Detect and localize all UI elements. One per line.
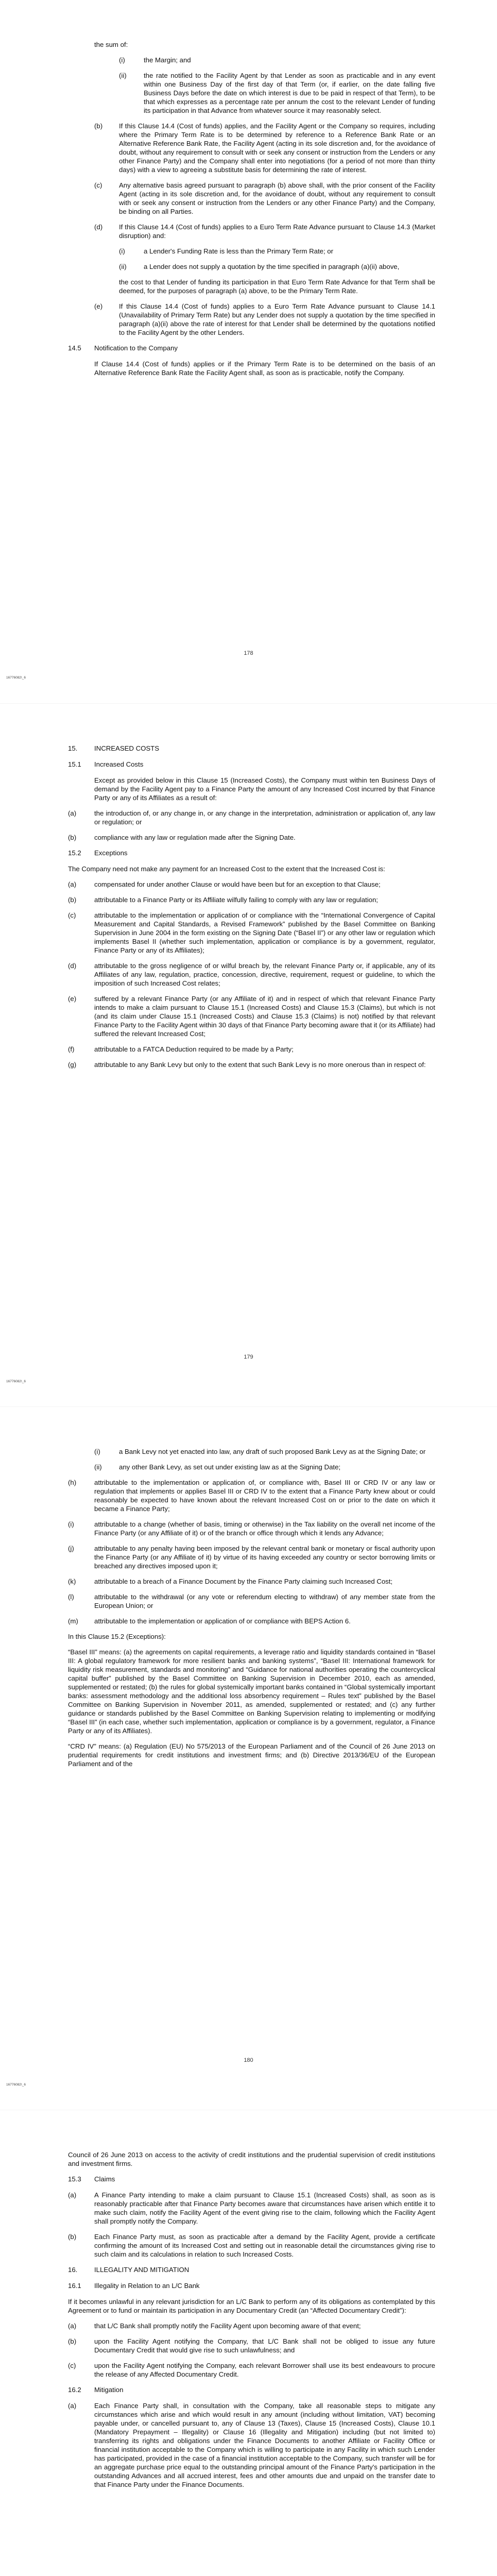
list-item: (ii) any other Bank Levy, as set out under existing law as at the Signing Date; [94,1463,341,1471]
paragraph-intro: the sum of: [94,41,128,48]
section-heading-15-1: 15.1 Increased Costs [68,760,144,768]
list-item: (i) a Lender's Funding Rate is less than the Primary Term Rate; or [119,247,334,255]
list-item: (b) upon the Facility Agent notifying the Company, that L/C Bank shall not be obliged to issue any future Documentary Credit that would give rise to such unlawfulness; and [68,2337,435,2354]
clause-e: (e) If this Clause 14.4 (Cost of funds) applies to a Euro Term Rate Advance pursuant to Clause 14.1 (Unavailability of Primary Term Rate) but any Lender does not supply a quotation by the time specified in paragraph (a)(ii) above the rate of interest for that Lender shall be determined by the quotations notified to the Facility Agent by the other Lenders. [94,302,435,336]
list-item: (ii) the rate notified to the Facility Agent by that Lender as soon as practicable and in any event within one Business Day of the first day of that Term (or, if earlier, on the date falling five Business Days before the date on which interest is due to be paid in respect of that Term), to be that which expresses as a percentage rate per annum the cost to the relevant Lender of funding its participation in that Advance from whatever source it may reasonably select. [119,72,435,114]
section-heading-15: 15. INCREASED COSTS [68,744,160,752]
clause-c: (c) Any alternative basis agreed pursuant to paragraph (b) above shall, with the prior consent of the Facility Agent (acting in its sole discretion and, for the avoidance of doubt, without any requirement to consult with or seek any consent or instruction from the Lenders or any other Finance Party) and the Company, be binding on all Parties. [94,181,435,215]
paragraph-16-1: If it becomes unlawful in any relevant jurisdiction for an L/C Bank to perform any of its obligations as contemplated by this Agreement or to fund or maintain its participation in any Documentary Credit (an “Affected Documentary Credit”): [68,2298,435,2314]
paragraph-14-5: If Clause 14.4 (Cost of funds) applies or if the Primary Term Rate is to be determined on the basis of an Alternative Reference Bank Rate the Facility Agent shall, as soon as is practicable, notify the Company. [94,360,435,377]
document-reference: 16776082\_6 [6,676,26,680]
section-heading-15-2: 15.2 Exceptions [68,849,128,857]
list-item: (f) attributable to a FATCA Deduction required to be made by a Party; [68,1045,294,1053]
list-item: (j) attributable to any penalty having been imposed by the relevant central bank or monetary or fiscal authority upon the Finance Party (or any Affiliate of it) by virtue of its having exceeded any country or sector borrowing limits or breached any directives imposed upon it; [68,1545,435,1570]
section-heading-15-3: 15.3 Claims [68,2175,115,2183]
page-number: 179 [244,1354,253,1360]
list-item: (c) upon the Facility Agent notifying the Company, each relevant Borrower shall use its best endeavours to procure the release of any Affected Documentary Credit. [68,2362,435,2378]
list-item: (a) compensated for under another Clause or would have been but for an exception to that Clause; [68,880,381,888]
section-heading-14-5: 14.5 Notification to the Company [68,344,178,352]
document-reference: 16776082\_6 [6,2083,26,2087]
list-item: (h) attributable to the implementation or application of, or compliance with, Basel III or CRD IV or any law or regulation that implements or applies Basel III or CRD IV to the extent that a Finance Party knew about or could reasonably be expected to have known about the relevant Increased Cost on or prior to the date on which it became a Finance Party; [68,1479,435,1513]
definition-crd-iv: “CRD IV” means: (a) Regulation (EU) No 575/2013 of the European Parliament and of the Council of 26 June 2013 on prudential requirements for credit institutions and investment firms; and (b) Directive 2013/36/EU of the European Parliament and of the [68,1742,435,1768]
definition-basel-iii: “Basel III” means: (a) the agreements on capital requirements, a leverage ratio and liquidity standards contained in “Basel III: A global regulatory framework for more resilient banks and banking systems”, “Basel III: International framework for liquidity risk measurement, standards and monitoring” and “Guidance for national authorities operating the countercyclical capital buffer” published by the Basel Committee on Banking Supervision in December 2010, each as amended, supplemented or restated; (b) the rules for global systemically important banks contained in “Global systemically important banks: assessment methodology and the additional loss absorbency requirement – Rules text” published by the Basel Committee on Banking Supervision in November 2011, as amended, supplemented or restated; and (c) any further guidance or standards published by the Basel Committee on Banking Supervision relating to implementing or modifying “Basel III” (in each case, whether such implementation, application or compliance is by a government, regulator, a Finance Party or any of its Affiliates). [68,1648,435,1735]
section-heading-16-1: 16.1 Illegality in Relation to an L/C Bank [68,2282,200,2290]
list-item: (k) attributable to a breach of a Finance Document by the Finance Party claiming such Increased Cost; [68,1578,393,1585]
list-item: (g) attributable to any Bank Levy but only to the extent that such Bank Levy is no more onerous than in respect of: [68,1061,426,1069]
list-item: (a) A Finance Party intending to make a claim pursuant to Clause 15.1 (Increased Costs) shall, as soon as is reasonably practicable after that Finance Party becomes aware that circumstances have arisen which entitle it to make such claim, notify the Facility Agent of the event giving rise to the claim, following which the Facility Agent shall promptly notify the Company. [68,2191,435,2225]
list-item: (m) attributable to the implementation or application of or compliance with BEPS Action 6. [68,1617,351,1625]
paragraph-15-1: Except as provided below in this Clause 15 (Increased Costs), the Company must within ten Business Days of demand by the Facility Agent pay to a Finance Party the amount of any Increased Cost incurred by that Finance Party or any of its Affiliates as a result of: [94,776,435,802]
clause-d: (d) If this Clause 14.4 (Cost of funds) applies to a Euro Term Rate Advance pursuant to Clause 14.3 (Market disruption) and: [94,223,435,240]
list-item: (a) that L/C Bank shall promptly notify the Facility Agent upon becoming aware of that event; [68,2322,361,2330]
page-181 [0,2110,497,2576]
section-heading-16-2: 16.2 Mitigation [68,2386,124,2394]
clause-b: (b) If this Clause 14.4 (Cost of funds) applies, and the Facility Agent or the Company so requires, including where the Primary Term Rate is to be determined by reference to a Reference Bank Rate or an Alternative Reference Bank Rate, the Facility Agent (acting in its sole discretion and, for the avoidance of doubt, without any requirement to consult with or seek any consent or instruction from the Lenders or any other Finance Party) and the Company shall enter into negotiations (for a period of not more than thirty days) with a view to agreeing a substitute basis for determining the rate of interest. [94,122,435,174]
list-item: (d) attributable to the gross negligence of or wilful breach by, the relevant Finance Party or, if applicable, any of its Affiliates of any law, regulation, practice, concession, directive, requirement, request or guideline, to which the imposition of such Increased Cost relates; [68,962,435,987]
section-heading-16: 16. ILLEGALITY AND MITIGATION [68,2266,190,2274]
page-178 [0,0,497,703]
page-180 [0,1406,497,2110]
paragraph-in-this-clause: In this Clause 15.2 (Exceptions): [68,1633,166,1640]
list-item: (b) Each Finance Party must, as soon as practicable after a demand by the Facility Agent, provide a certificate confirming the amount of its Increased Cost and setting out in reasonable detail the circumstances giving rise to such claim and its calculations in relation to such Increased Costs. [68,2233,435,2258]
page-number: 180 [244,2057,253,2063]
list-item: (i) the Margin; and [119,56,191,64]
paragraph-d-tail: the cost to that Lender of funding its participation in that Euro Term Rate Advance for that Term shall be deemed, for the purposes of paragraph (a) above, to be the Primary Term Rate. [119,278,435,295]
list-item: (l) attributable to the withdrawal (or any vote or referendum electing to withdraw) of any member state from the European Union; or [68,1593,435,1609]
page-number: 178 [244,650,253,656]
page-179 [0,703,497,1406]
list-item: (e) suffered by a relevant Finance Party (or any Affiliate of it) and in respect of which that relevant Finance Party intends to make a claim pursuant to Clause 15.1 (Increased Costs) and Clause 15.3 (Claims), but which is not (and its claim under Clause 15.1 (Increased Costs) and Clause 15.3 (Claims) is not) notified by that relevant Finance Party to the Facility Agent within 30 days of that Finance Party becoming aware that it (or its Affiliate) had suffered the relevant Increased Cost; [68,995,435,1038]
list-item: (i) attributable to a change (whether of basis, timing or otherwise) in the Tax liability on the overall net income of the Finance Party (or any Affiliate of it) or of the branch or office through which it lends any Advance; [68,1520,435,1537]
list-item: (b) compliance with any law or regulation made after the Signing Date. [68,834,296,841]
paragraph-continuation: Council of 26 June 2013 on access to the activity of credit institutions and the prudential supervision of credit institutions and investment firms. [68,2151,435,2167]
list-item: (a) the introduction of, or any change in, or any change in the interpretation, administration or application of, any law or regulation; or [68,809,435,826]
paragraph-15-2: The Company need not make any payment for an Increased Cost to the extent that the Increased Cost is: [68,865,385,873]
list-item: (a) Each Finance Party shall, in consultation with the Company, take all reasonable steps to mitigate any circumstances which arise and which would result in any amount (including without limitation, VAT) becoming payable under, or cancelled pursuant to, any of Clause 13 (Taxes), Clause 15 (Increased Costs), Clause 10.1 (Mandatory Prepayment – Illegality) or Clause 16 (Illegality and Mitigation) including (but not limited to) transferring its rights and obligations under the Finance Documents to another Affiliate or Facility Office or financial institution acceptable to the Company which is willing to participate in any Facility in which such Lender has participated, provided in the case of a financial institution acceptable to the Company, such transfer will be for an aggregate purchase price equal to the outstanding principal amount of the Finance Party's participation in the outstanding Advances and all accrued interest, fees and other amounts due and unpaid on the transfer date to that Finance Party under the Finance Documents. [68,2402,435,2488]
list-item: (i) a Bank Levy not yet enacted into law, any draft of such proposed Bank Levy as at the Signing Date; or [94,1448,426,1455]
list-item: (ii) a Lender does not supply a quotation by the time specified in paragraph (a)(ii) above, [119,263,400,270]
list-item: (c) attributable to the implementation or application of or compliance with the “International Convergence of Capital Measurement and Capital Standards, a Revised Framework” published by the Basel Committee on Banking Supervision in June 2004 in the form existing on the Signing Date (“Basel II”) or any other law or regulation which implements Basel II (whether such implementation, application or compliance is by a government, regulator, Finance Party or any of its Affiliates); [68,911,435,954]
list-item: (b) attributable to a Finance Party or its Affiliate wilfully failing to comply with any law or regulation; [68,896,378,904]
document-reference: 16776082\_6 [6,1380,26,1383]
